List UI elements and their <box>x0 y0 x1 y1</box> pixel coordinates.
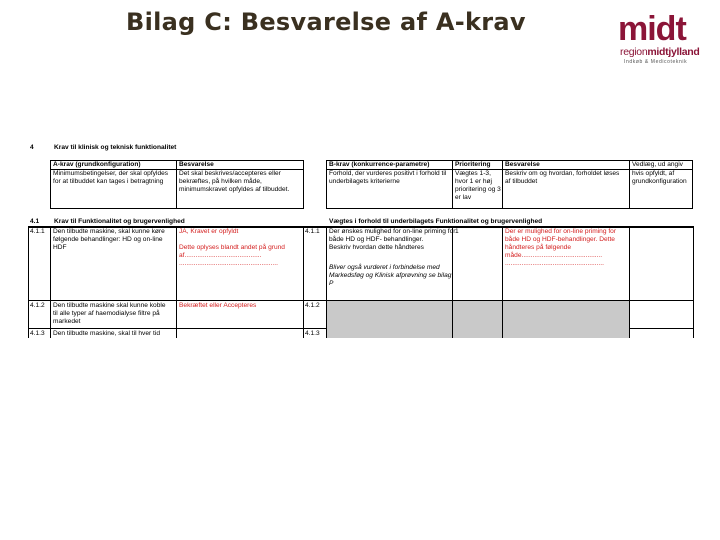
legend-b-col2-line: Vægtes 1-3, <box>455 170 491 177</box>
b-requirement-note: Bliver også vurderet i forbindelse med <box>329 264 440 271</box>
b-answer-text: både HD og HDF-behandlinger. Dette <box>505 236 615 243</box>
row-id: 4.1.1 <box>30 228 45 235</box>
legend-b-col2-line: prioritering og 3 <box>455 186 501 193</box>
legend-a-col2-line: Det skal beskrives/accepteres eller <box>179 170 281 177</box>
logo-region-name: regionmidtjylland <box>620 46 700 58</box>
answer-text: Dette oplyses blandt andet på grund <box>179 244 285 251</box>
legend-b-col4-line: grundkonfiguration <box>632 178 687 185</box>
answer-text: Bekræftet eller Accepteres <box>179 302 257 309</box>
legend-a-col2-title: Besvarelse <box>179 161 214 168</box>
legend-b-col1-title: B-krav (konkurrence-parametre) <box>329 161 430 168</box>
subsection-number: 4.1 <box>30 218 40 225</box>
page-title: Bilag C: Besvarelse af A-krav <box>126 8 526 36</box>
row-id: 4.1.1 <box>305 228 320 235</box>
legend-a-col2-line: bekræftes, på hvilken måde, <box>179 178 262 185</box>
legend-b-col4-line: hvis opfyldt, af <box>632 170 675 177</box>
legend-b-col2-title: Prioritering <box>455 161 491 168</box>
requirement-line: Den tilbudte maskine, skal kunne køre <box>53 228 165 235</box>
legend-b-col2-line: er lav <box>455 194 472 201</box>
requirement-line: HDF <box>53 244 67 251</box>
requirement-line: Den tilbudte maskine skal kunne koble <box>53 302 166 309</box>
b-requirement-note: Markedsføg og Klinisk afprøvning se bilag <box>329 272 452 279</box>
answer-text: JA, Kravet er opfyldt <box>179 228 239 235</box>
b-requirement-note: P <box>329 280 334 287</box>
requirement-line: Den tilbudte maskine, skal til hver tid <box>53 330 161 337</box>
legend-a-col1-line: for at tilbuddet kan tages i betragtning <box>53 178 164 185</box>
b-answer-text: måde............................................ <box>505 252 603 259</box>
legend-b-col2-line: hvor 1 er høj <box>455 178 493 185</box>
b-answer-text: ...................................................... <box>505 260 604 267</box>
b-answer-text: Der er mulighed for on-line priming for <box>505 228 617 235</box>
row-id: 4.1.3 <box>30 330 45 337</box>
priority-value: 1 <box>455 228 459 235</box>
legend-b-col3-line: Beskriv om og hvordan, forholdet løses <box>505 170 620 177</box>
section-number: 4 <box>30 144 34 151</box>
legend-b-col3-title: Besvarelse <box>505 161 540 168</box>
section-title: Krav til klinisk og teknisk funktionalitet <box>54 144 177 151</box>
row-id: 4.1.3 <box>305 330 320 337</box>
requirement-line: følgende behandlinger: HD og on-line <box>53 236 163 243</box>
logo-subtitle: Indkøb & Medicoteknik <box>624 59 688 65</box>
legend-b-col3-line: af tilbuddet <box>505 178 538 185</box>
legend-b-col4-line: Vedlæg, ud angiv <box>632 161 683 168</box>
legend-a-col1-title: A-krav (grundkonfiguration) <box>53 161 141 168</box>
subsection-right-title: Vægtes i forhold til underbilagets Funktionalitet og brugervenlighed <box>329 218 543 225</box>
legend-a-col1-line: Minimumsbetingelser, der skal opfyldes <box>53 170 169 177</box>
requirement-line: til alle typer af haemodialyse filtre på <box>53 310 160 317</box>
row-id: 4.1.2 <box>305 302 320 309</box>
legend-b-col1-line: Forhold, der vurderes positivt i forhold til <box>329 170 447 177</box>
b-requirement-line: både HD og HDF- behandlinger. <box>329 236 424 243</box>
subsection-title: Krav til Funktionalitet og brugervenlighed <box>54 218 185 225</box>
legend-b-col1-line: underbilagets kriterierne <box>329 178 400 185</box>
legend-a-col2-line: minimumskravet opfyldes af tilbuddet. <box>179 186 290 193</box>
b-requirement-line: Der ønskes mulighed for on-line priming for <box>329 228 456 235</box>
answer-text: af.......................................... <box>179 252 262 259</box>
row-id: 4.1.2 <box>30 302 45 309</box>
b-requirement-line: Beskriv hvordan dette håndteres <box>329 244 424 251</box>
requirement-line: markedet <box>53 318 81 325</box>
answer-text: ...................................................... <box>179 260 278 267</box>
logo-wordmark: midt <box>618 10 686 48</box>
b-answer-text: håndteres på følgende <box>505 244 571 251</box>
